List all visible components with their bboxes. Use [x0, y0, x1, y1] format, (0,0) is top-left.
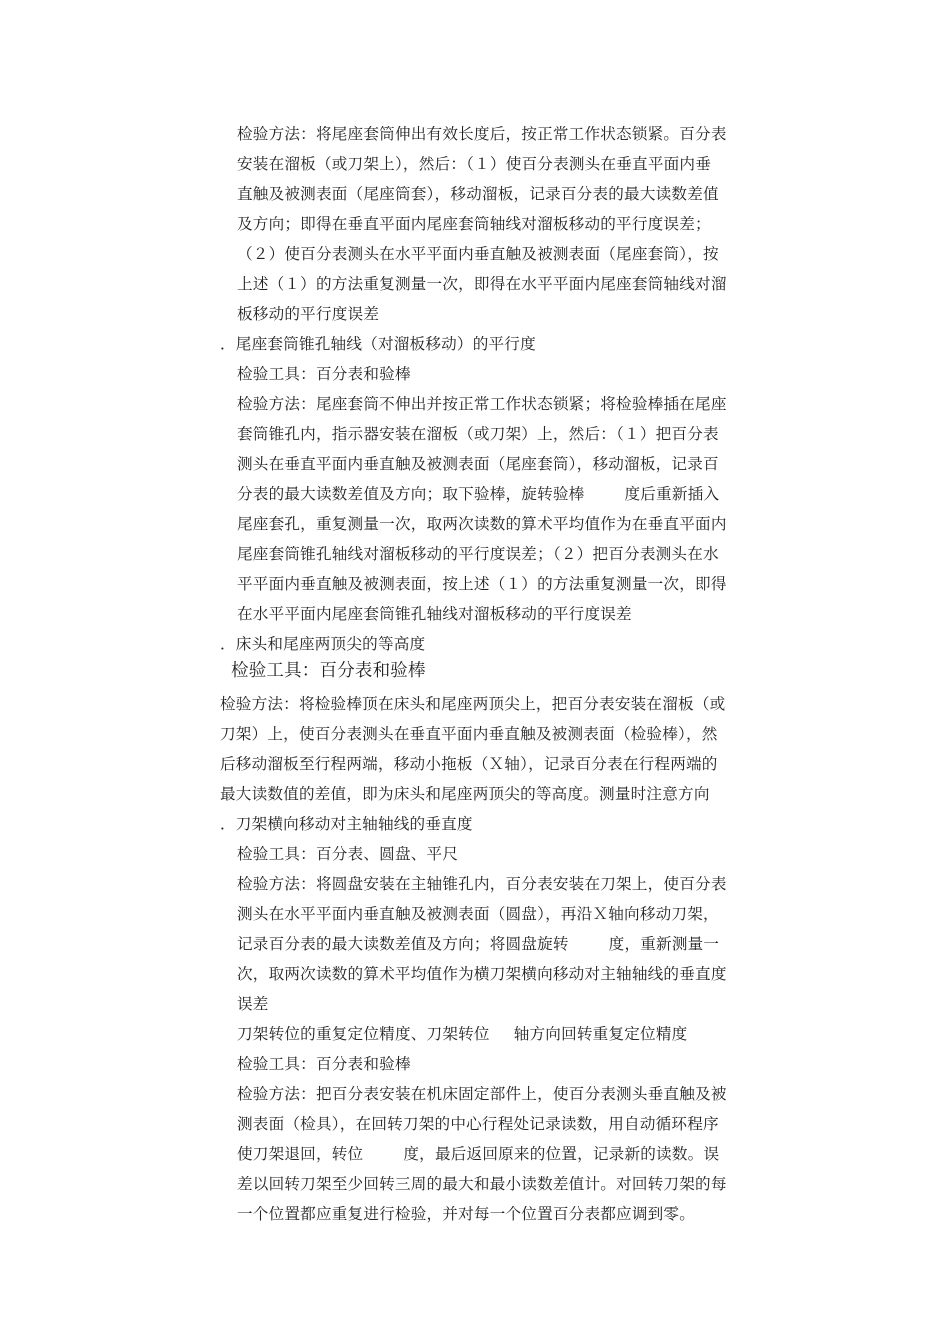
- tool-line: 检验工具：百分表和验棒: [237, 365, 411, 383]
- text-line: 最大读数值的差值，即为床头和尾座两顶尖的等高度。测量时注意方向: [220, 785, 710, 803]
- text-line: [237, 934, 719, 954]
- tool-line: 检验工具：百分表和验棒: [237, 1055, 411, 1073]
- text-line: （２）使百分表测头在水平平面内垂直触及被测表面（尾座套筒），按: [237, 245, 719, 263]
- text-line: [237, 484, 719, 504]
- text-line: 直触及被测表面（尾座筒套），移动溜板，记录百分表的最大读数差值: [237, 185, 719, 203]
- text-line: 误差: [237, 995, 269, 1013]
- text-line: 测头在水平平面内垂直触及被测表面（圆盘），再沿Ｘ轴向移动刀架，: [237, 905, 719, 923]
- text-line: 尾座套筒锥孔轴线对溜板移动的平行度误差；（２）把百分表测头在水: [237, 545, 719, 563]
- text-line: 测表面（检具），在回转刀架的中心行程处记录读数，用自动循环程序: [237, 1115, 719, 1133]
- text-line: 在水平平面内尾座套筒锥孔轴线对溜板移动的平行度误差: [237, 605, 632, 623]
- text-fragment: 分表的最大读数差值及方向；取下验棒，旋转验棒: [237, 485, 585, 503]
- section-heading: ．床头和尾座两顶尖的等高度: [220, 635, 426, 653]
- text-line: 检验方法：把百分表安装在机床固定部件上，使百分表测头垂直触及被: [237, 1085, 727, 1103]
- text-fragment: 度后重新插入: [624, 485, 720, 503]
- text-line: 及方向；即得在垂直平面内尾座套筒轴线对溜板移动的平行度误差；: [237, 215, 711, 233]
- text-line: 差以回转刀架至少回转三周的最大和最小读数差值计。对回转刀架的每: [237, 1175, 727, 1193]
- text-fragment: 刀架转位的重复定位精度、刀架转位: [237, 1025, 490, 1043]
- text-line: 后移动溜板至行程两端，移动小拖板（Ｘ轴），记录百分表在行程两端的: [220, 755, 718, 773]
- text-fragment: 度，重新测量一: [608, 935, 720, 953]
- text-line: 一个位置都应重复进行检验，并对每一个位置百分表都应调到零。: [237, 1205, 696, 1223]
- text-fragment: 使刀架退回，转位: [237, 1145, 364, 1163]
- section-heading: ．尾座套筒锥孔轴线（对溜板移动）的平行度: [220, 335, 536, 353]
- text-line: 检验方法：将检验棒顶在床头和尾座两顶尖上，把百分表安装在溜板（或: [220, 695, 726, 713]
- text-line: 测头在垂直平面内垂直触及被测表面（尾座套筒），移动溜板，记录百: [237, 455, 719, 473]
- text-line: 上述（１）的方法重复测量一次，即得在水平平面内尾座套筒轴线对溜: [237, 275, 727, 293]
- tool-line: 检验工具：百分表和验棒: [231, 661, 426, 681]
- text-line: 套筒锥孔内，指示器安装在溜板（或刀架）上，然后：（１）把百分表: [237, 425, 719, 443]
- text-fragment: 度，最后返回原来的位置，记录新的读数。误: [403, 1145, 720, 1163]
- text-line: 安装在溜板（或刀架上），然后：（１）使百分表测头在垂直平面内垂: [237, 155, 712, 173]
- text-fragment: 轴方向回转重复定位精度: [513, 1025, 688, 1043]
- section-heading: [237, 1024, 687, 1044]
- text-line: 板移动的平行度误差: [237, 305, 380, 323]
- text-line: 刀架）上，使百分表测头在垂直平面内垂直触及被测表面（检验棒），然: [220, 725, 718, 743]
- text-line: 检验方法：将尾座套筒伸出有效长度后，按正常工作状态锁紧。百分表: [237, 125, 727, 143]
- text-line: 检验方法：将圆盘安装在主轴锥孔内，百分表安装在刀架上，使百分表: [237, 875, 727, 893]
- tool-line: 检验工具：百分表、圆盘、平尺: [237, 845, 459, 863]
- section-heading: ．刀架横向移动对主轴轴线的垂直度: [220, 815, 473, 833]
- text-line: 次，取两次读数的算术平均值作为横刀架横向移动对主轴轴线的垂直度: [237, 965, 727, 983]
- text-fragment: 记录百分表的最大读数差值及方向；将圆盘旋转: [237, 935, 569, 953]
- text-line: 检验方法：尾座套筒不伸出并按正常工作状态锁紧；将检验棒插在尾座: [237, 395, 727, 413]
- text-line: 平平面内垂直触及被测表面，按上述（１）的方法重复测量一次，即得: [237, 575, 727, 593]
- text-line: 尾座套孔，重复测量一次，取两次读数的算术平均值作为在垂直平面内: [237, 515, 727, 533]
- text-line: [237, 1144, 719, 1164]
